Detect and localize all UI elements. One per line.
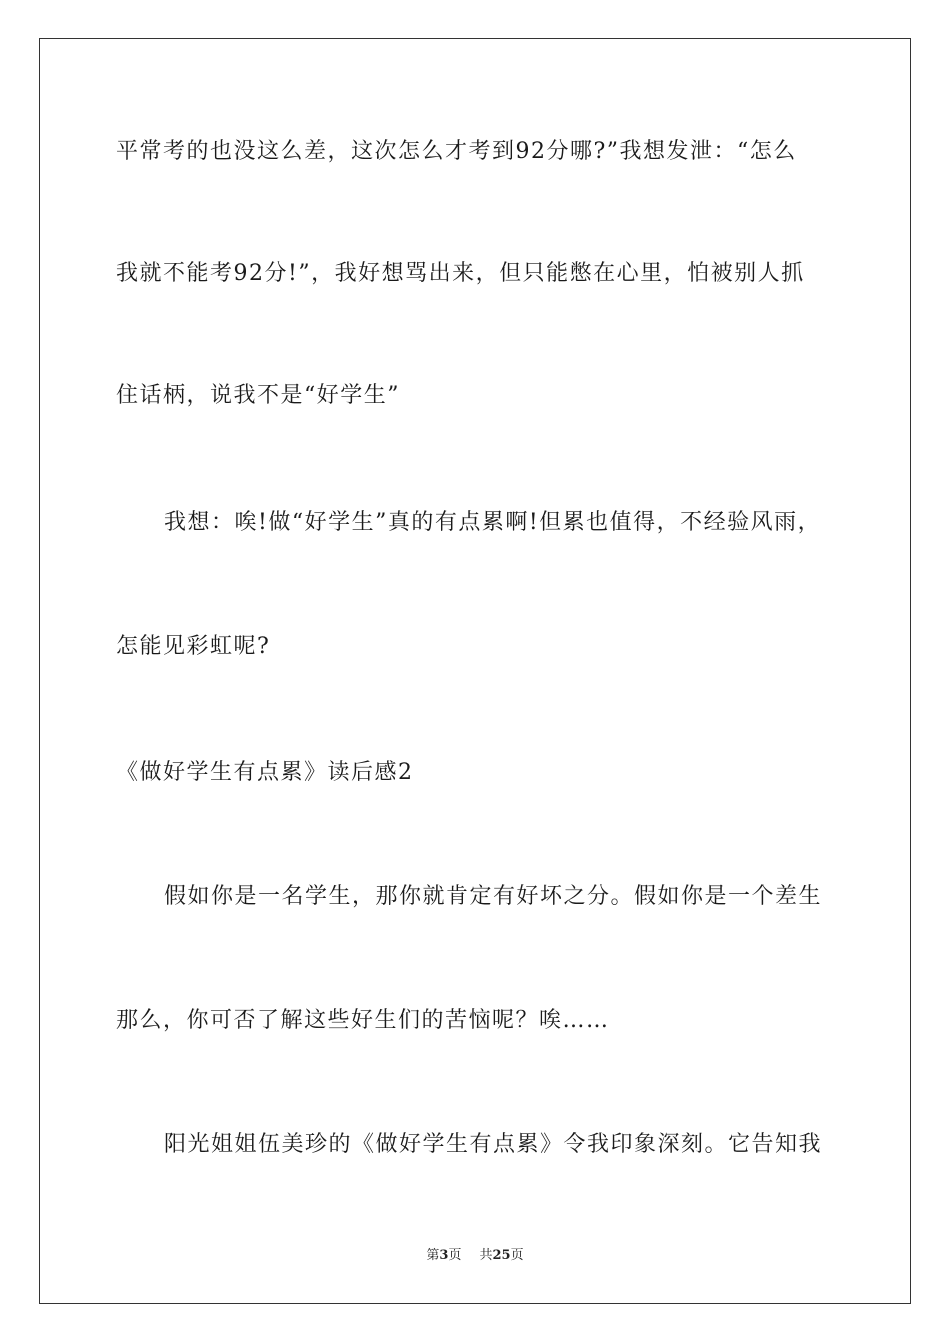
- page-prefix: 第: [426, 1248, 440, 1263]
- total-suffix: 页: [510, 1248, 524, 1263]
- text-line-1: 平常考的也没这么差，这次怎么才考到92分哪?”我想发泄：“怎么: [116, 139, 797, 164]
- page-suffix: 页: [448, 1248, 462, 1263]
- text-line-3: 住话柄，说我不是“好学生”: [116, 383, 400, 408]
- section-heading: 《做好学生有点累》读后感2: [116, 760, 414, 785]
- page-footer: [0, 1247, 950, 1265]
- page-number: 3: [439, 1248, 449, 1263]
- page-frame: [39, 38, 911, 1304]
- total-pages: 25: [492, 1248, 511, 1263]
- text-line-2: 我就不能考92分!”，我好想骂出来，但只能憋在心里，怕被别人抓: [116, 261, 805, 286]
- text-line-7: 假如你是一名学生，那你就肯定有好坏之分。假如你是一个差生: [164, 884, 823, 909]
- total-prefix: 共: [479, 1248, 493, 1263]
- text-line-9: 阳光姐姐伍美珍的《做好学生有点累》令我印象深刻。它告知我: [164, 1132, 823, 1157]
- text-line-4: 我想：唉!做“好学生”真的有点累啊!但累也值得，不经验风雨，: [164, 510, 822, 535]
- text-line-5: 怎能见彩虹呢?: [116, 634, 271, 659]
- text-line-8: 那么，你可否了解这些好生们的苦恼呢？唉……: [116, 1008, 610, 1033]
